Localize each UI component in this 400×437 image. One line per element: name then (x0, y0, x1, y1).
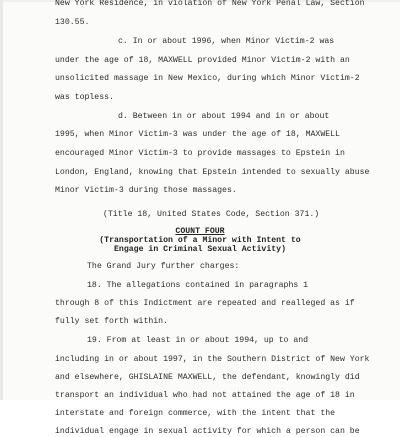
para-d-line-1: d. Between in or about 1994 and in or about (118, 112, 330, 121)
count-four-subtitle-line-1: (Transportation of a Minor with Intent to (99, 236, 301, 245)
para-19-line-3: and elsewhere, GHISLAINE MAXWELL, the defendant, knowingly did (55, 373, 360, 382)
para-19-line-4: transport an individual who had not attained the age of 18 in (55, 391, 355, 400)
para-c-line-4: was topless. (55, 93, 114, 102)
para-18-line-1: 18. The allegations contained in paragraphs 1 (87, 281, 309, 290)
para-c-line-3: unsolicited massage in New Mexico, during which Minor Victim-2 (55, 74, 360, 83)
para-c-line-1: c. In or about 1996, when Minor Victim-2 was (118, 37, 335, 46)
charges-intro: The Grand Jury further charges: (87, 262, 240, 271)
para-b-line-2: 130.55. (55, 18, 90, 27)
count-four-subtitle-line-2: Engage in Criminal Sexual Activity) (114, 245, 286, 254)
para-d-line-5: Minor Victim-3 during those massages. (55, 186, 237, 195)
para-c-line-2: under the age of 18, MAXWELL provided Minor Victim-2 with an (55, 56, 350, 65)
para-19-line-1: 19. From at least in or about 1994, up to and (87, 336, 309, 345)
count-four-heading: COUNT FOUR (175, 227, 225, 236)
para-d-line-4: London, England, knowing that Epstein intended to sexually abuse (55, 168, 370, 177)
para-18-line-2: through 8 of this Indictment are repeated and realleged as if (55, 299, 355, 308)
para-19-line-5: interstate and foreign commerce, with the intent that the (55, 409, 336, 418)
para-19-line-2: including in or about 1997, in the Southern District of New York (55, 355, 370, 364)
para-19-line-6: individual engage in sexual activity for which a person can be (55, 427, 360, 436)
para-d-line-3: encouraged Minor Victim-3 to provide massages to Epstein in (55, 149, 345, 158)
para-d-line-2: 1995, when Minor Victim-3 was under the age of 18, MAXWELL (55, 130, 340, 139)
statute-citation: (Title 18, United States Code, Section 371.) (103, 210, 320, 219)
para-b-line-1: New York Residence, in violation of New York Penal Law, Section (55, 0, 365, 8)
para-18-line-3: fully set forth within. (55, 317, 169, 326)
